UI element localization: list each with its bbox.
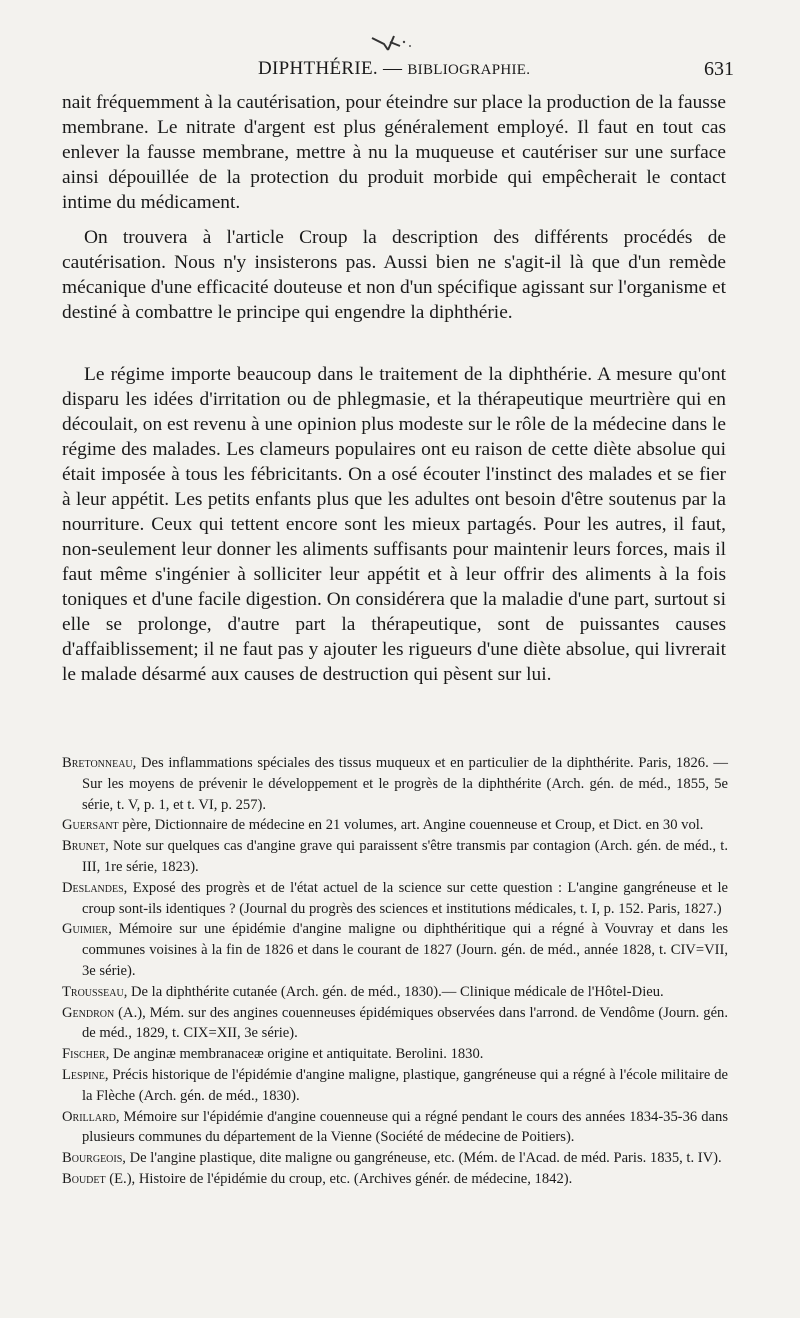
reference-entry (62, 753, 728, 815)
reference-author: Gendron (62, 1004, 115, 1021)
running-header (62, 58, 734, 84)
reference-text: , Note sur quelques cas d'angine grave qui paraissent s'être transmis par contagion (Arch. gén. de méd., t. III, 1re série, 1823). (82, 838, 728, 875)
reference-entry (62, 919, 728, 981)
reference-author: Brunet (62, 838, 106, 855)
reference-entry (62, 1169, 728, 1190)
reference-author: Bourgeois (62, 1150, 123, 1167)
header-separator: — (377, 58, 408, 79)
page-number: 631 (704, 58, 734, 80)
header-section: BIBLIOGRAPHIE. (407, 62, 531, 78)
ink-mark-icon (370, 30, 420, 56)
paragraph: On trouvera à l'article Croup la description des différents procédés de cautérisation. Nous n'y insisterons pas. Aussi bien ne s'agit-il là que d'un remède mécanique d'une efficacité douteuse et non d'un spécifique agissant sur l'organisme et destiné à combattre le principe qui engendre la diphthérie. (62, 227, 726, 323)
header-title-main: DIPHTHÉRIE. (258, 58, 378, 79)
body-text (62, 90, 726, 687)
reference-entry (62, 982, 728, 1003)
reference-entry (62, 1065, 728, 1107)
reference-text: , Mémoire sur une épidémie d'angine maligne ou diphthéritique qui a régné à Vouvray et dans les communes voisines à la fin de 1826 et dans le courant de 1827 (Journ. gén. de méd., année 1828, t. CIV=VII, 3e série). (82, 921, 728, 979)
reference-text: père, Dictionnaire de médecine en 21 volumes, art. Angine couenneuse et Croup, et Dict. en 30 vol. (118, 817, 704, 834)
reference-entry (62, 836, 728, 878)
reference-entry (62, 1044, 728, 1065)
paragraph: Le régime importe beaucoup dans le traitement de la diphthérie. A mesure qu'ont disparu les idées d'irritation ou de phlegmasie, et la thérapeutique meurtrière qui en découlait, on est revenu à une opinion plus modeste sur le rôle de la médecine dans le régime des malades. Les clameurs populaires ont eu raison de cette diète absolue qui était imposée à tous les fébricitants. On a osé écouter l'instinct des malades et se fier à leur appétit. Les petits enfants plus que les adultes ont besoin d'être soutenus par la nourriture. Ceux qui tettent encore sont les mieux partagés. Pour les autres, il faut, non-seulement leur donner les aliments suffisants pour maintenir leurs forces, mais il faut même s'ingénier à solliciter leur appétit et à leur offrir des aliments à la fois toniques et d'une facile digestion. On considérera que la maladie d'une part, surtout si elle se prolonge, d'autre part la thérapeutique, sont de puissantes causes d'affaiblissement; il ne faut pas y ajouter les rigueurs d'une diète absolue, qui livrerait le malade désarmé aux causes de destruction qui pèsent sur lui. (62, 364, 726, 685)
reference-text: , Mémoire sur l'épidémie d'angine couenneuse qui a régné pendant le cours des années 1834-35-36 dans plusieurs communes du département de la Vienne (Société de médecine de Poitiers). (82, 1108, 728, 1146)
reference-text: , Précis historique de l'épidémie d'angine maligne, plastique, gangréneuse qui a régné à l'école militaire de la Flèche (Arch. gén. de méd., 1830). (82, 1066, 728, 1104)
reference-entry (62, 1003, 728, 1045)
reference-author: Boudet (62, 1170, 106, 1187)
reference-text: , De anginæ membranaceæ origine et antiquitate. Berolini. 1830. (105, 1046, 484, 1063)
reference-text: , De l'angine plastique, dite maligne ou gangréneuse, etc. (Mém. de l'Acad. de méd. Paris. 1835, t. IV). (122, 1150, 722, 1167)
reference-entry (62, 1148, 728, 1169)
reference-author: Orillard (62, 1108, 116, 1125)
running-title (258, 58, 530, 80)
reference-text: , De la diphthérite cutanée (Arch. gén. de méd., 1830).— Clinique médicale de l'Hôtel-Dieu. (123, 983, 664, 1000)
reference-text: (A.), Mém. sur des angines couenneuses épidémiques observées dans l'arrond. de Vendôme (Journ. gén. de méd., 1829, t. CIX=XII, 3e série). (82, 1004, 728, 1042)
reference-text: , Exposé des progrès et de l'état actuel de la science sur cette question : L'angine gangréneuse et le croup sont-ils identiques ? (Journal du progrès des sciences et institutions médicales, t. I, p. 152. Paris, 1827.) (82, 879, 728, 917)
paragraph: nait fréquemment à la cautérisation, pour éteindre sur place la production de la fausse membrane. Le nitrate d'argent est plus généralement employé. Il faut en tout cas enlever la fausse membrane, mettre à nu la muqueuse et cautériser sur une surface ainsi dépouillée de la protection du produit morbide qui empêcherait le contact intime du médicament. (62, 92, 726, 213)
reference-text: (E.), Histoire de l'épidémie du croup, etc. (Archives génér. de médecine, 1842). (105, 1170, 573, 1187)
reference-text: , Des inflammations spéciales des tissus muqueux et en particulier de la diphthérite. Paris, 1826. — Sur les moyens de prévenir le développement et le progrès de la diphthérite (Arch. gén. de méd., 1855, 5e série, t. V, p. 1, et t. VI, p. 257). (82, 755, 728, 813)
bibliography (62, 753, 728, 1190)
reference-author: Fischer (62, 1046, 106, 1063)
reference-author: Guersant (62, 817, 119, 834)
reference-author: Bretonneau (62, 755, 133, 771)
reference-author: Trousseau (62, 983, 124, 1000)
reference-entry (62, 878, 728, 920)
reference-author: Lespine (62, 1066, 105, 1083)
reference-author: Guimier (62, 921, 109, 938)
reference-entry (62, 815, 728, 836)
reference-entry (62, 1107, 728, 1149)
reference-author: Deslandes (62, 879, 124, 896)
